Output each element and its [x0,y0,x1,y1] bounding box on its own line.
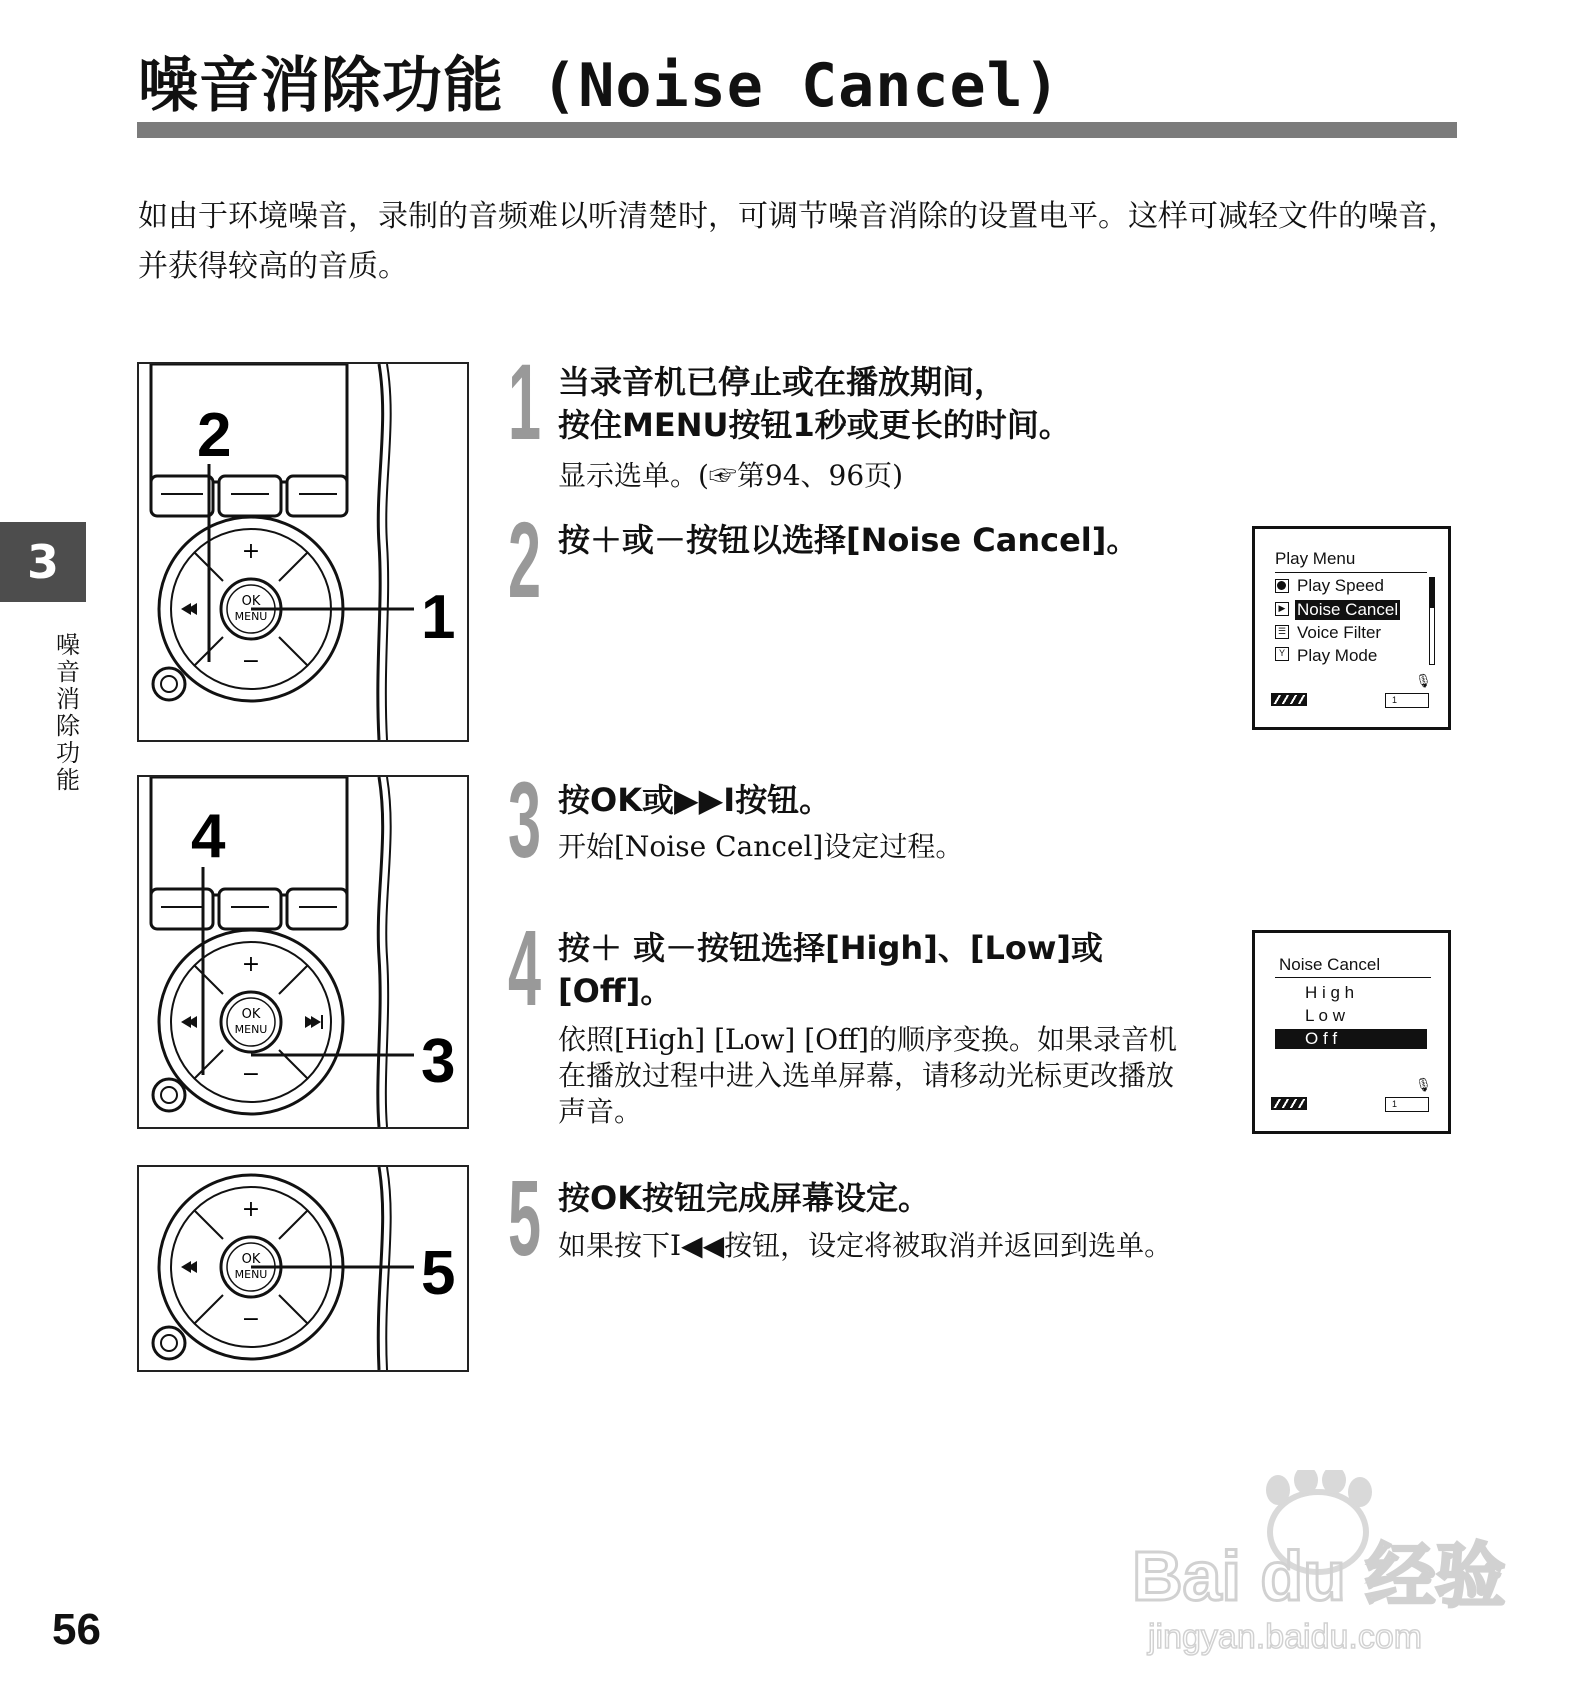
option-off: O f f [1275,1029,1427,1049]
step-number-4: 4 [508,907,542,1028]
menu-label: MENU [234,610,268,623]
option-high: H i g h [1305,983,1355,1002]
step-number-1: 1 [508,341,542,462]
mic-level-icon: 🎙 [1415,673,1432,688]
folder-indicator [1385,1097,1429,1112]
folder-indicator [1385,693,1429,708]
callout-number-1: 1 [421,583,456,652]
watermark-url: jingyan.baidu.com [1148,1618,1423,1656]
page-title: 噪音消除功能 (Noise Cancel) [138,51,1061,121]
title-underline [137,122,1457,138]
callout-number-5: 5 [421,1239,456,1308]
chapter-side-label: 噪音消除功能 [56,631,80,794]
watermark-brand: Bai du 经验 [1132,1537,1506,1615]
step-5-heading: 按OK按钮完成屏幕设定。 [558,1179,931,1217]
ok-label: OK [241,594,261,609]
step-1-body: 显示选单。(☞第94、96页) [558,459,904,492]
baidu-jingyan-watermark [1128,1470,1508,1660]
play-arrow-icon: ▶ [1275,602,1289,616]
step-4-heading-line1: 按＋ 或－按钮选择[High]、[Low]或 [558,929,1104,967]
callout-number-4: 4 [191,802,226,871]
menu-label: MENU [234,1023,268,1036]
menu-item-play-speed: Play Speed [1297,576,1384,595]
lcd-scrollbar [1429,577,1435,665]
mic-level-icon: 🎙 [1415,1077,1432,1092]
record-dot-icon [1275,579,1289,593]
step-5-body: 如果按下I◀◀按钮，设定将被取消并返回到选单。 [558,1229,1173,1262]
chapter-tab: 3 [0,522,86,602]
figure-device-confirm [137,1165,469,1372]
step-1-heading-line2: 按住MENU按钮1秒或更长的时间。 [558,406,1071,444]
step-4-body: 依照[High] [Low] [Off]的顺序变换。如果录音机在播放过程中进入选单屏幕，请移动光标更改播放声音。 [558,1023,1177,1128]
lcd-title-rule [1275,572,1427,573]
folder-number: 1 [1392,695,1398,705]
minus-label: − [241,1062,261,1087]
step-1-heading-line1: 当录音机已停止或在播放期间， [558,363,1007,401]
step-3-heading: 按OK或▶▶I按钮。 [558,781,832,819]
plus-label: + [241,952,261,977]
list-icon: ☰ [1275,625,1289,639]
callout-number-2: 2 [197,401,232,470]
plus-label: + [241,539,261,564]
plus-label: + [241,1197,261,1222]
recorder-illustration-1 [139,364,467,740]
battery-icon [1271,1097,1307,1110]
lcd-title: Play Menu [1275,549,1356,568]
recorder-illustration-2 [139,777,467,1127]
lcd-noise-cancel [1252,930,1451,1134]
step-3-body: 开始[Noise Cancel]设定过程。 [558,830,964,863]
figure-device-menu [137,362,469,742]
menu-item-play-mode: Play Mode [1297,646,1378,665]
battery-icon [1271,693,1307,706]
menu-item-noise-cancel: Noise Cancel [1297,600,1399,619]
minus-label: − [241,649,261,674]
recorder-illustration-3 [139,1167,467,1370]
option-low: L o w [1305,1006,1346,1025]
minus-label: − [241,1307,261,1332]
step-number-5: 5 [508,1157,542,1278]
intro-paragraph: 如由于环境噪音，录制的音频难以听清楚时，可调节噪音消除的设置电平。这样可减轻文件的噪音，并获得较高的音质。 [138,199,1458,284]
paw-logo-icon [1128,1470,1508,1660]
step-2-heading: 按＋或－按钮以选择[Noise Cancel]。 [558,521,1139,559]
lcd-title: Noise Cancel [1279,955,1381,974]
filter-icon: Y [1275,647,1289,661]
lcd-play-menu [1252,526,1451,730]
menu-item-voice-filter: Voice Filter [1297,623,1382,642]
step-4-heading-line2: [Off]。 [558,972,673,1010]
menu-label: MENU [234,1268,268,1281]
folder-number: 1 [1392,1099,1398,1109]
ok-label: OK [241,1007,261,1022]
step-number-2: 2 [508,499,542,620]
page-number: 56 [52,1605,101,1654]
callout-number-3: 3 [421,1027,456,1096]
lcd-title-rule [1275,977,1431,978]
figure-device-select [137,775,469,1129]
step-number-3: 3 [508,759,542,880]
ok-label: OK [241,1252,261,1267]
